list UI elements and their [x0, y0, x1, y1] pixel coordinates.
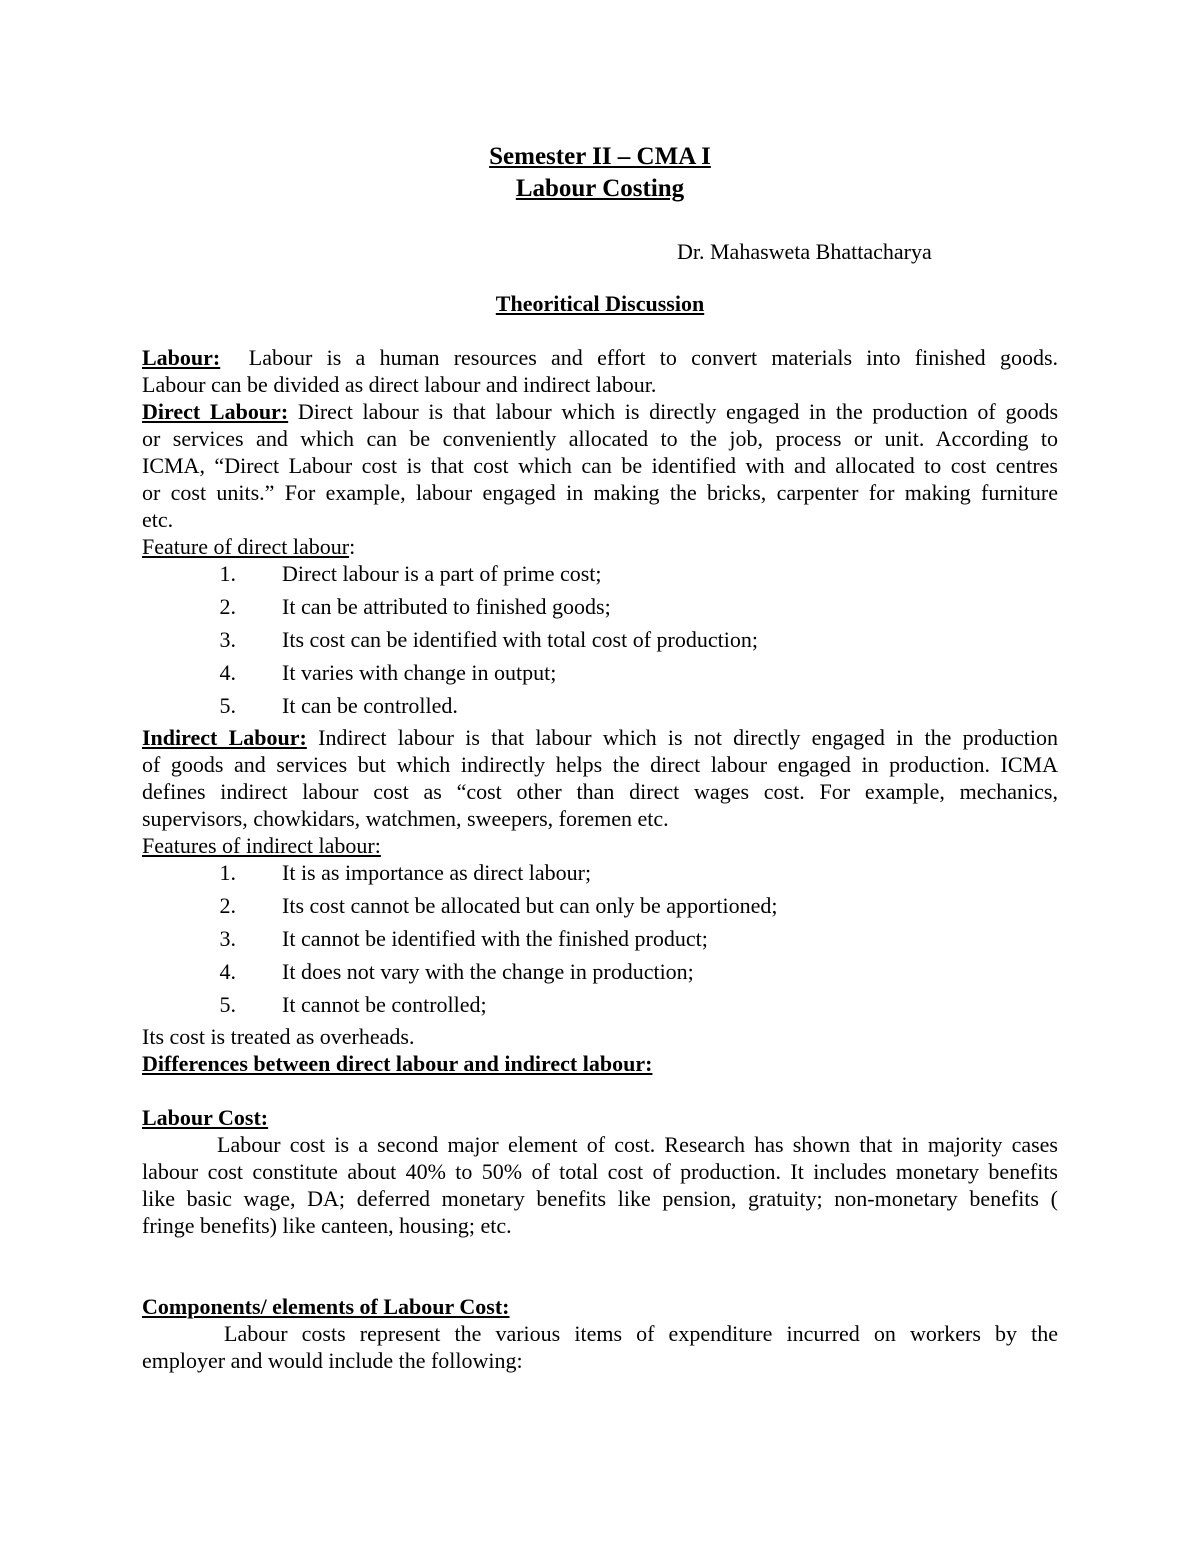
indirect-closing-text: Its cost is treated as overheads.	[142, 1024, 415, 1049]
list-item	[142, 560, 1058, 593]
direct-features-heading-text: Feature of direct labour	[142, 534, 350, 559]
list-item	[142, 958, 1058, 991]
direct-features-list	[142, 560, 1058, 725]
labour-cost-line2: labour cost constitute about 40% to 50% of total cost of production. It includes monetary benefits	[142, 1159, 1058, 1184]
section-heading: Theoritical Discussion	[495, 291, 705, 316]
indirect-paragraph-line4: supervisors, chowkidars, watchmen, sweepers, foremen etc.	[142, 806, 669, 831]
list-text: It cannot be identified with the finished product;	[282, 926, 708, 951]
list-number: 2.	[219, 594, 236, 619]
labour-heading: Labour:	[142, 345, 221, 370]
list-item	[142, 626, 1058, 659]
list-item	[142, 991, 1058, 1024]
direct-paragraph-line5: etc.	[142, 507, 174, 532]
direct-paragraph-line3: ICMA, “Direct Labour cost is that cost which can be identified with and allocated to cost centres	[142, 453, 1058, 478]
indirect-features-list	[142, 859, 1058, 1024]
labour-cost-line4: fringe benefits) like canteen, housing; etc.	[142, 1213, 512, 1238]
document-title-line1: Semester II – CMA I	[489, 143, 711, 170]
list-text: Its cost cannot be allocated but can only be apportioned;	[282, 893, 778, 918]
differences-heading: Differences between direct labour and indirect labour:	[142, 1051, 653, 1076]
list-number: 1.	[219, 860, 236, 885]
list-item	[142, 692, 1058, 725]
direct-text: Direct labour is that labour which is directly engaged in the production of goods	[297, 399, 1059, 424]
indirect-paragraph-line1	[142, 724, 1058, 751]
list-item	[142, 659, 1058, 692]
list-text: It can be controlled.	[282, 693, 458, 718]
indirect-text: Indirect labour is that labour which is not directly engaged in the production	[318, 725, 1058, 750]
labour-paragraph-line1	[142, 344, 1058, 371]
list-item	[142, 859, 1058, 892]
list-text: Its cost can be identified with total cost of production;	[282, 627, 758, 652]
components-line1: Labour costs represent the various items of expenditure incurred on workers by the	[224, 1321, 1058, 1346]
direct-paragraph-line1	[142, 398, 1058, 425]
list-number: 4.	[219, 959, 236, 984]
direct-features-colon: :	[349, 534, 356, 559]
list-text: It cannot be controlled;	[282, 992, 487, 1017]
list-number: 2.	[219, 893, 236, 918]
list-number: 4.	[219, 660, 236, 685]
document-page	[142, 0, 1058, 1553]
labour-cost-line1: Labour cost is a second major element of cost. Research has shown that in majority cases	[217, 1132, 1058, 1157]
labour-paragraph-line2: Labour can be divided as direct labour and indirect labour.	[142, 372, 657, 397]
direct-labour-heading: Direct Labour:	[142, 399, 289, 424]
labour-cost-heading: Labour Cost:	[142, 1105, 269, 1130]
components-heading: Components/ elements of Labour Cost:	[142, 1294, 510, 1319]
list-number: 3.	[219, 627, 236, 652]
list-text: It does not vary with the change in production;	[282, 959, 694, 984]
list-item	[142, 892, 1058, 925]
indirect-paragraph-line2: of goods and services but which indirectly helps the direct labour engaged in production. ICMA	[142, 752, 1058, 777]
direct-paragraph-line2: or services and which can be conveniently allocated to the job, process or unit. According to	[142, 426, 1058, 451]
list-item	[142, 593, 1058, 626]
document-title-line2: Labour Costing	[515, 175, 685, 202]
list-text: It can be attributed to finished goods;	[282, 594, 611, 619]
list-number: 3.	[219, 926, 236, 951]
indirect-features-heading: Features of indirect labour:	[142, 833, 381, 858]
list-text: It is as importance as direct labour;	[282, 860, 592, 885]
list-number: 1.	[219, 561, 236, 586]
labour-text: Labour is a human resources and effort to convert materials into finished goods.	[248, 345, 1059, 370]
list-text: Direct labour is a part of prime cost;	[282, 561, 602, 586]
list-number: 5.	[219, 693, 236, 718]
list-item	[142, 925, 1058, 958]
list-number: 5.	[219, 992, 236, 1017]
labour-cost-line3: like basic wage, DA; deferred monetary benefits like pension, gratuity; non-monetary benefits (	[142, 1186, 1058, 1211]
direct-paragraph-line4: or cost units.” For example, labour engaged in making the bricks, carpenter for making furniture	[142, 480, 1058, 505]
list-text: It varies with change in output;	[282, 660, 557, 685]
components-line2: employer and would include the following:	[142, 1348, 523, 1373]
direct-features-heading	[142, 533, 355, 560]
indirect-paragraph-line3: defines indirect labour cost as “cost other than direct wages cost. For example, mechanics,	[142, 779, 1058, 804]
indirect-labour-heading: Indirect Labour:	[142, 725, 307, 750]
author-name: Dr. Mahasweta Bhattacharya	[677, 239, 932, 264]
